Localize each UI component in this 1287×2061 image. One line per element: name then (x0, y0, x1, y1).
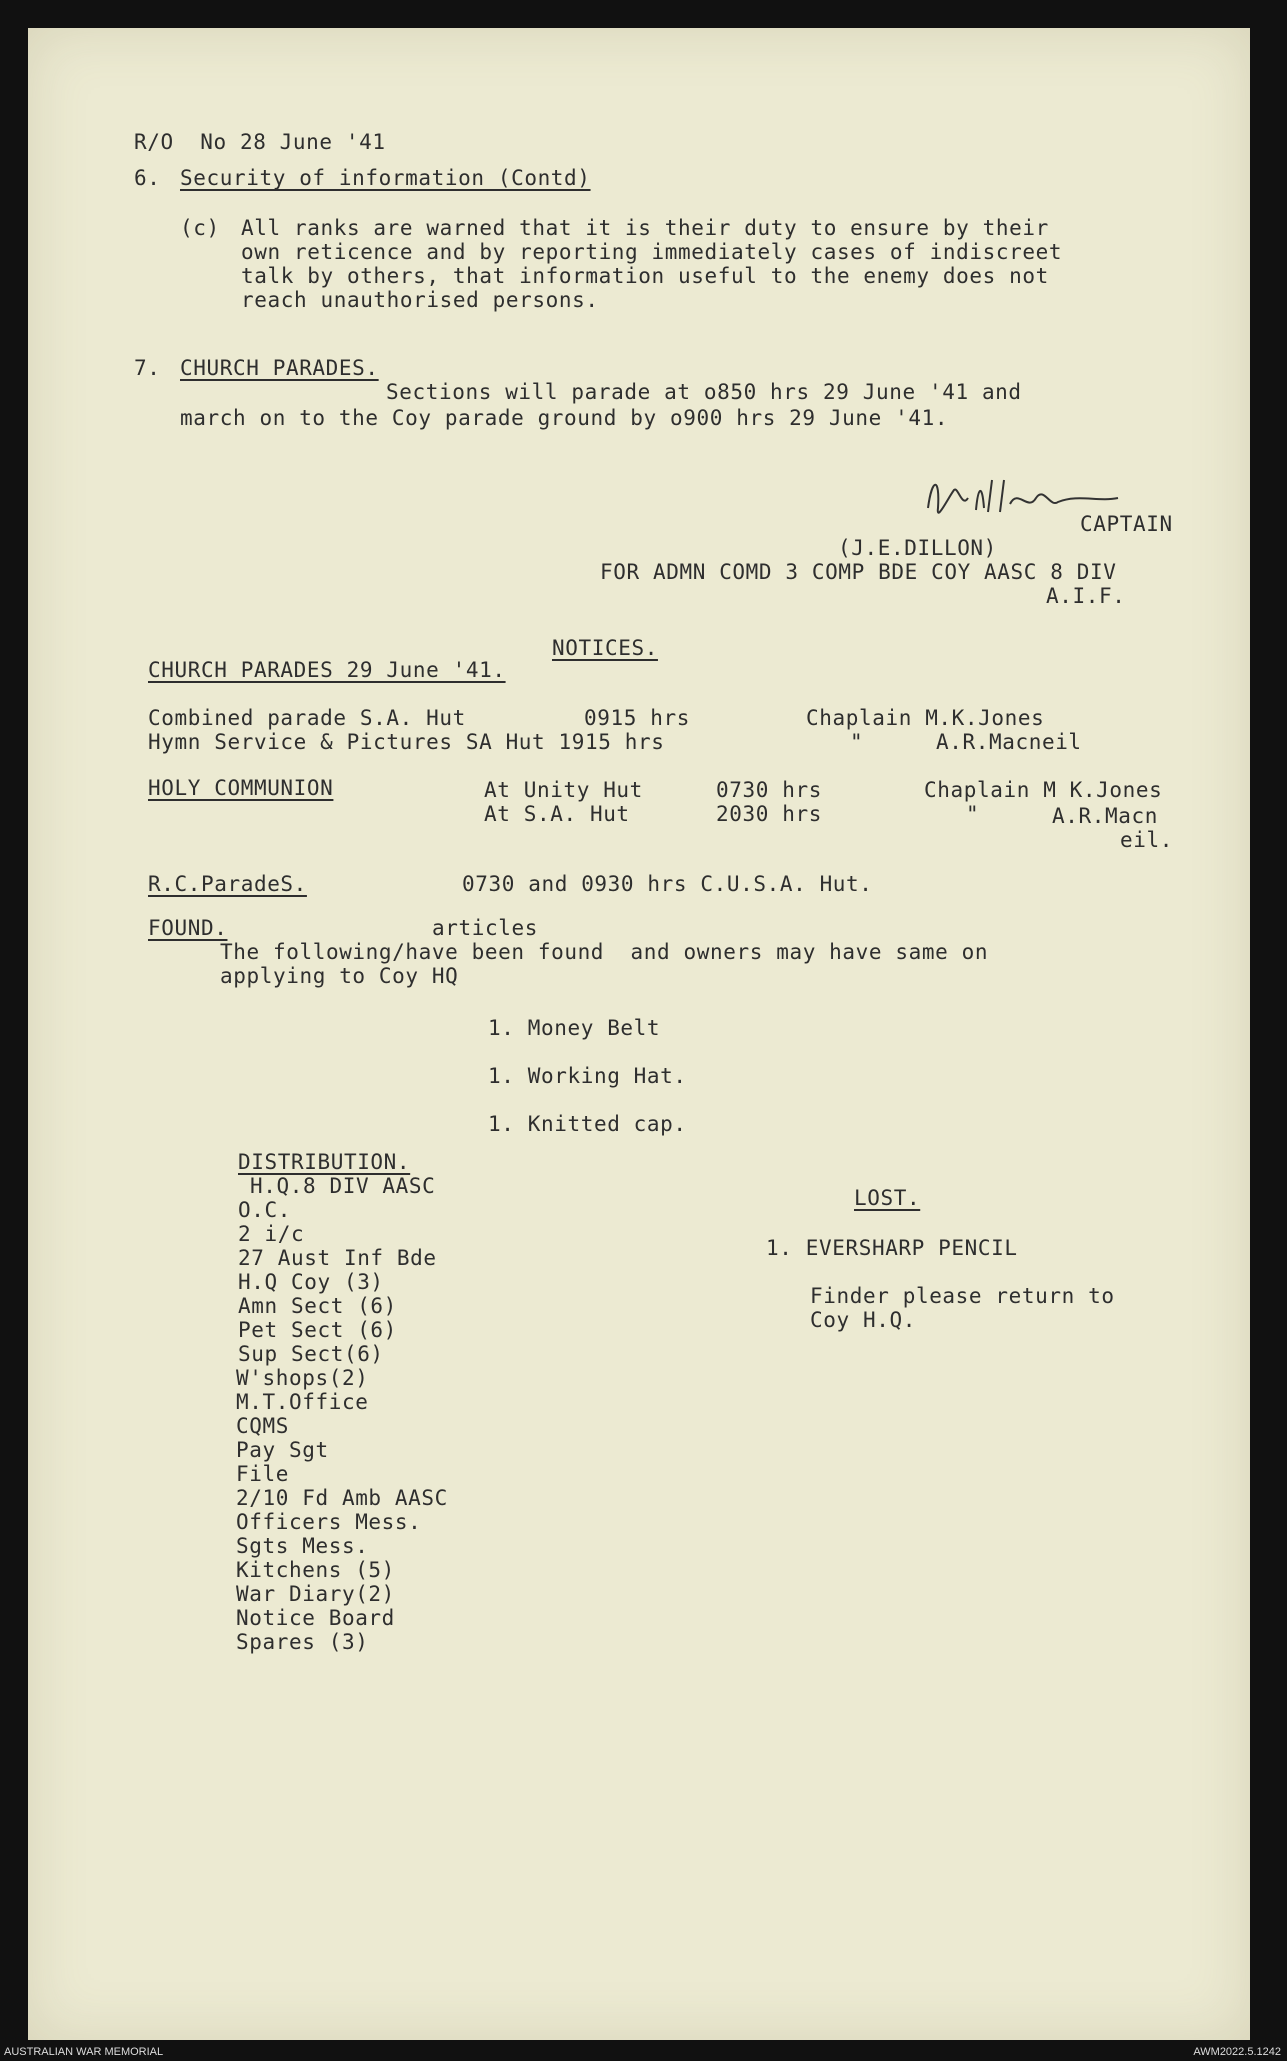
signatory-for-line: FOR ADMN COMD 3 COMP BDE COY AASC 8 DIV (600, 560, 1117, 584)
signatory-unit: A.I.F. (1046, 584, 1126, 608)
item-6-line: All ranks are warned that it is their duty to ensure by their (241, 216, 1049, 240)
distribution-item: Spares (3) (236, 1630, 369, 1654)
found-item: 1. Working Hat. (488, 1064, 687, 1088)
item-7-line: Sections will parade at o850 hrs 29 June '41 and (386, 380, 1022, 404)
distribution-item: H.Q Coy (3) (238, 1270, 384, 1294)
lost-item: 1. EVERSHARP PENCIL (766, 1236, 1018, 1260)
item-6-number: 6. (134, 166, 161, 190)
hymn-service-chaplain: A.R.Macneil (936, 730, 1082, 754)
footer-archive-id: AWM2022.5.1242 (1193, 2046, 1281, 2058)
found-item: 1. Knitted cap. (488, 1112, 687, 1136)
distribution-item: Sup Sect(6) (238, 1342, 384, 1366)
distribution-item: Notice Board (236, 1606, 395, 1630)
found-item: 1. Money Belt (488, 1016, 661, 1040)
item-6-line: talk by others, that information useful to the enemy does not (241, 264, 1049, 288)
footer-archive-name: AUSTRALIAN WAR MEMORIAL (4, 2046, 164, 2058)
rc-parades-heading: R.C.ParadeS. (148, 872, 307, 896)
item-6-line: reach unauthorised persons. (241, 288, 599, 312)
distribution-item: File (236, 1462, 289, 1486)
ditto-mark: " (966, 802, 980, 826)
church-parades-heading: CHURCH PARADES 29 June '41. (148, 658, 506, 682)
holy-communion-chaplain: A.R.Macn (1052, 804, 1158, 828)
item-6-para-label: (c) (180, 216, 220, 240)
holy-communion-heading: HOLY COMMUNION (148, 776, 334, 800)
distribution-item: O.C. (238, 1198, 291, 1222)
holy-communion-time: 0730 hrs (716, 778, 822, 802)
distribution-item: W'shops(2) (236, 1366, 369, 1390)
item-7-number: 7. (134, 356, 161, 380)
found-line: The following/have been found and owners may have same on (220, 940, 989, 964)
distribution-item: Officers Mess. (236, 1510, 422, 1534)
distribution-item: CQMS (236, 1414, 289, 1438)
distribution-item: 2/10 Fd Amb AASC (236, 1486, 448, 1510)
lost-line: Coy H.Q. (810, 1308, 916, 1332)
distribution-item: Pet Sect (6) (238, 1318, 397, 1342)
document-page (28, 28, 1250, 2040)
holy-communion-time: 2030 hrs (716, 802, 822, 826)
holy-communion-place: At Unity Hut (484, 778, 643, 802)
distribution-item: Amn Sect (6) (238, 1294, 397, 1318)
found-line: applying to Coy HQ (220, 964, 459, 988)
rc-parades-text: 0730 and 0930 hrs C.U.S.A. Hut. (462, 872, 873, 896)
item-6-line: own reticence and by reporting immediately cases of indiscreet (241, 240, 1063, 264)
distribution-heading: DISTRIBUTION. (238, 1150, 411, 1174)
notices-heading: NOTICES. (552, 636, 658, 660)
signatory-rank: CAPTAIN (1080, 512, 1173, 536)
combined-parade-chaplain: Chaplain M.K.Jones (806, 706, 1045, 730)
reference-line: R/O No 28 June '41 (134, 130, 386, 154)
lost-heading: LOST. (854, 1186, 921, 1210)
distribution-item: Kitchens (5) (236, 1558, 395, 1582)
hymn-service-label: Hymn Service & Pictures SA Hut 1915 hrs (148, 730, 665, 754)
holy-communion-chaplain: Chaplain M K.Jones (924, 778, 1163, 802)
signatory-name: (J.E.DILLON) (838, 536, 997, 560)
combined-parade-time: 0915 hrs (584, 706, 690, 730)
item-7-title: CHURCH PARADES. (180, 356, 379, 380)
item-7-line: march on to the Coy parade ground by o900 hrs 29 June '41. (180, 406, 949, 430)
distribution-item: Pay Sgt (236, 1438, 329, 1462)
item-6-title: Security of information (Contd) (180, 166, 591, 190)
distribution-item: War Diary(2) (236, 1582, 395, 1606)
lost-line: Finder please return to (810, 1284, 1115, 1308)
ditto-mark: " (850, 730, 864, 754)
holy-communion-chaplain-continued: eil. (1120, 828, 1173, 852)
distribution-item: 2 i/c (238, 1222, 305, 1246)
holy-communion-place: At S.A. Hut (484, 802, 630, 826)
found-heading: FOUND. (148, 916, 228, 940)
distribution-item: H.Q.8 DIV AASC (250, 1174, 436, 1198)
distribution-item: M.T.Office (236, 1390, 369, 1414)
distribution-item: Sgts Mess. (236, 1534, 369, 1558)
distribution-item: 27 Aust Inf Bde (238, 1246, 437, 1270)
combined-parade-label: Combined parade S.A. Hut (148, 706, 466, 730)
found-inserted-word: articles (432, 916, 538, 940)
